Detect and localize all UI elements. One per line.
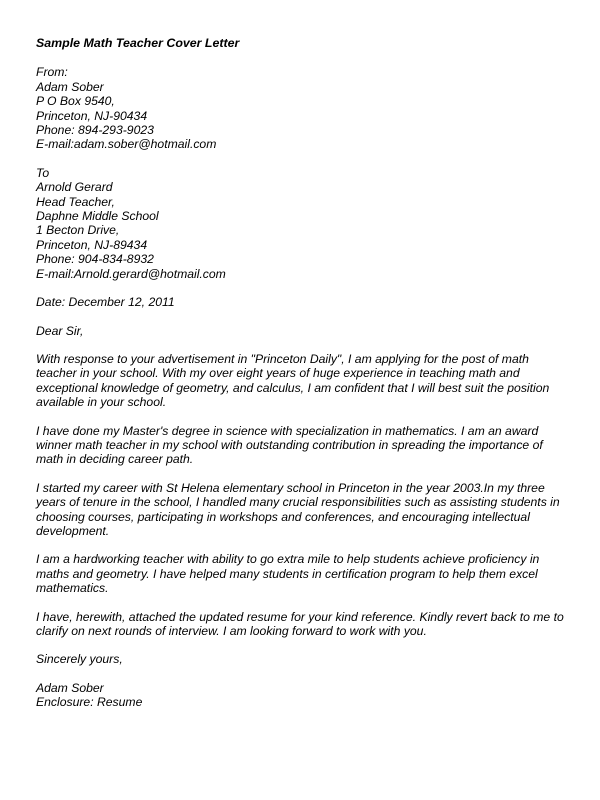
paragraph-line: With response to your advertisement in "Princeton Daily", I am applying for the post of math xyxy=(36,351,529,366)
recipient-position: Head Teacher, xyxy=(36,194,115,209)
document-title: Sample Math Teacher Cover Letter xyxy=(36,36,240,50)
paragraph-line: teacher in your school. With my over eight years of huge experience in teaching math and xyxy=(36,366,520,381)
sender-label: From: xyxy=(36,65,68,80)
sender-address-line-2: Princeton, NJ-90434 xyxy=(36,108,148,123)
paragraph-line: development. xyxy=(36,523,110,538)
paragraph-line: mathematics. xyxy=(36,581,109,596)
body-paragraph-5 xyxy=(36,610,566,639)
recipient-address-line-1: 1 Becton Drive, xyxy=(36,223,120,238)
signature-name: Adam Sober xyxy=(36,680,104,695)
paragraph-line: choosing courses, participating in workshops and conferences, and encouraging intellectual xyxy=(36,509,530,524)
paragraph-line: math in deciding career path. xyxy=(36,452,194,467)
body-paragraph-3 xyxy=(36,481,566,539)
paragraph-line: exceptional knowledge of geometry, and calculus, I am confident that I will best suit the position xyxy=(36,380,550,395)
recipient-address-line-2: Princeton, NJ-89434 xyxy=(36,237,148,252)
paragraph-line: clarify on next rounds of interview. I am looking forward to work with you. xyxy=(36,624,427,638)
paragraph-line: winner math teacher in my school with outstanding contribution in spreading the importance of xyxy=(36,437,543,452)
cover-letter-page xyxy=(36,36,566,724)
sender-name: Adam Sober xyxy=(36,79,104,94)
recipient-label: To xyxy=(36,165,50,180)
body-paragraph-1 xyxy=(36,352,566,410)
sender-address-line-1: P O Box 9540, xyxy=(36,94,115,109)
paragraph-line: available in your school. xyxy=(36,395,167,410)
recipient-school: Daphne Middle School xyxy=(36,209,159,224)
sender-email: E-mail:adam.sober@hotmail.com xyxy=(36,137,217,152)
letter-date: Date: December 12, 2011 xyxy=(36,295,175,310)
recipient-address-block xyxy=(36,166,566,281)
paragraph-line: I have, herewith, attached the updated resume for your kind reference. Kindly revert back to me to xyxy=(36,609,564,624)
body-paragraph-2 xyxy=(36,424,566,467)
paragraph-line: I started my career with St Helena elementary school in Princeton in the year 2003.In my three xyxy=(36,480,545,495)
enclosure-note: Enclosure: Resume xyxy=(36,695,143,710)
recipient-name: Arnold Gerard xyxy=(36,180,113,195)
recipient-email: E-mail:Arnold.gerard@hotmail.com xyxy=(36,266,226,281)
paragraph-line: years of tenure in the school, I handled many crucial responsibilities such as assisting students in xyxy=(36,495,560,510)
paragraph-line: I am a hardworking teacher with ability to go extra mile to help students achieve proficiency in xyxy=(36,552,540,567)
paragraph-line: I have done my Master's degree in science with specialization in mathematics. I am an award xyxy=(36,423,539,438)
sender-phone: Phone: 894-293-9023 xyxy=(36,123,154,138)
sender-address-block xyxy=(36,65,566,151)
salutation: Dear Sir, xyxy=(36,323,84,338)
closing: Sincerely yours, xyxy=(36,652,123,667)
signature-block xyxy=(36,681,566,710)
body-paragraph-4 xyxy=(36,552,566,595)
recipient-phone: Phone: 904-834-8932 xyxy=(36,252,154,267)
paragraph-line: maths and geometry. I have helped many students in certification program to help them excel xyxy=(36,566,538,581)
